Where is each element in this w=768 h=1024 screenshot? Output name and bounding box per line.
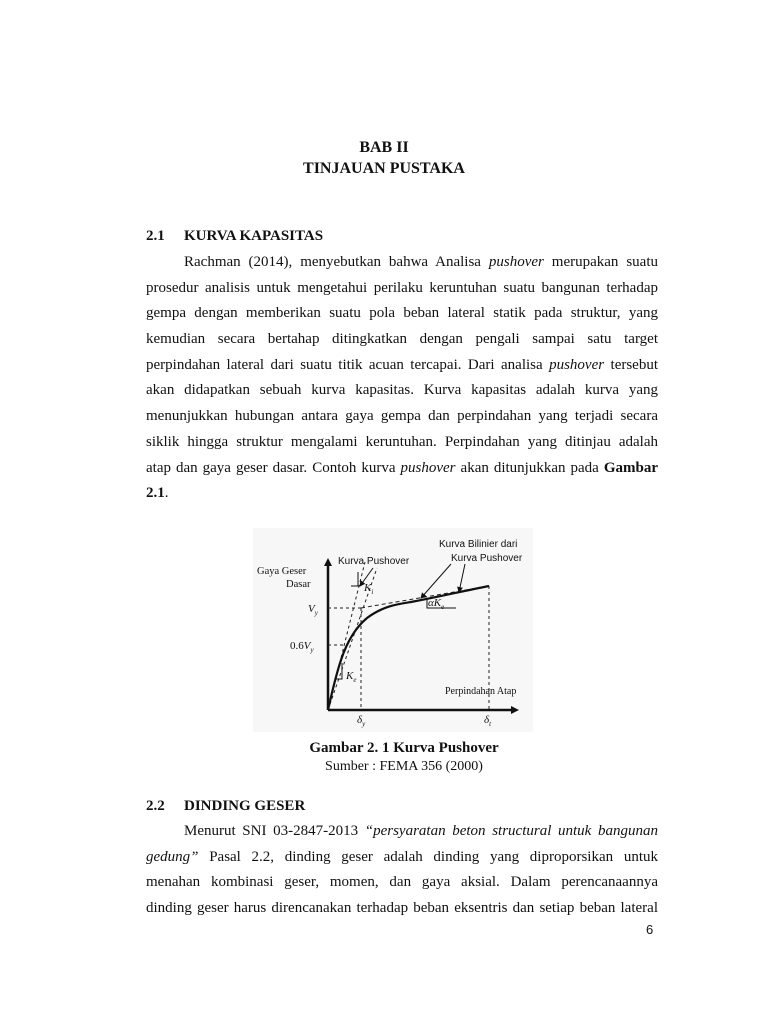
page-number: 6 — [646, 922, 654, 937]
pushover-curve-figure — [253, 528, 533, 732]
label-kurva-pushover: Kurva Pushover — [338, 556, 410, 567]
paragraph-line: Menurut SNI 03-2847-2013 “persyaratan beton structural untuk bangunan — [184, 823, 658, 839]
ki-slope-triangle — [351, 572, 358, 586]
section-number: 2.2 — [146, 798, 165, 814]
section-number: 2.1 — [146, 228, 165, 244]
chapter-title: TINJAUAN PUSTAKA — [303, 160, 465, 177]
paragraph-line: siklik hingga struktur mengalami keruntuhan. Perpindahan yang ditinjau adalah — [146, 433, 658, 450]
paragraph-kurva-kapasitas — [146, 250, 658, 507]
section-heading-kurva-kapasitas — [146, 228, 323, 245]
alpha-ke-label: $\alpha K_e$ — [428, 597, 445, 611]
paragraph-line: Rachman (2014), menyebutkan bahwa Analisa pushover merupakan suatu — [184, 254, 658, 270]
bilinear-pointer-arrow-2 — [459, 564, 465, 592]
label-bilinear-line2: Kurva Pushover — [451, 553, 523, 564]
vy-tick-label: $V_y$ — [308, 603, 318, 617]
paragraph-line: menahan kombinasi geser, momen, dan gaya aksial. Dalam perencanaannya — [146, 874, 658, 891]
delta-y-tick-label: $\delta_y$ — [357, 714, 366, 728]
figure-caption: Gambar 2. 1 Kurva Pushover — [309, 740, 499, 756]
delta-t-tick-label: $\delta_t$ — [484, 714, 492, 728]
paragraph-line: dinding geser harus direncanakan terhadap beban eksentris dan setiap beban lateral — [146, 900, 658, 917]
paragraph-line: menunjukkan hubungan antara gaya gempa dan perpindahan yang terjadi secara — [146, 408, 658, 425]
paragraph-line: kemudian secara bertahap ditingkatkan dengan pengali sampai satu target — [146, 331, 658, 348]
paragraph-line: atap dan gaya geser dasar. Contoh kurva pushover akan ditunjukkan pada Gambar — [146, 459, 659, 476]
ki-label: $K_i$ — [364, 582, 374, 596]
paragraph-line: gedung” Pasal 2.2, dinding geser adalah dinding yang diproporsikan untuk — [146, 848, 658, 865]
section-heading-dinding-geser — [146, 798, 305, 815]
vy06-tick-label: $0.6V_y$ — [290, 640, 314, 654]
paragraph-line: 2.1. — [146, 485, 169, 502]
paragraph-line: prosedur analisis untuk mengetahui perilaku keruntuhan suatu bangunan terhadap — [146, 279, 658, 296]
y-axis-label-line2: Dasar — [286, 579, 311, 590]
section-title: KURVA KAPASITAS — [184, 228, 324, 244]
label-bilinear-line1: Kurva Bilinier dari — [439, 539, 518, 550]
paragraph-line: gempa dengan memberikan suatu pola beban lateral statik pada struktur, yang — [146, 305, 658, 322]
section-title: DINDING GESER — [184, 798, 306, 814]
x-axis-label: Perpindahan Atap — [445, 686, 517, 697]
paragraph-line: akan didapatkan sebuah kurva kapasitas. Kurva kapasitas adalah kurva yang — [146, 382, 658, 399]
pushover-curve-diagram — [253, 528, 533, 732]
figure-source: Sumber : FEMA 356 (2000) — [325, 759, 483, 774]
y-axis-label-line1: Gaya Geser — [257, 566, 307, 577]
chapter-number: BAB II — [359, 139, 409, 156]
ke-label: $K_e$ — [346, 670, 357, 684]
paragraph-dinding-geser — [146, 819, 658, 922]
paragraph-line: perpindahan lateral dari suatu titik acuan tercapai. Dari analisa pushover tersebut — [146, 356, 659, 373]
